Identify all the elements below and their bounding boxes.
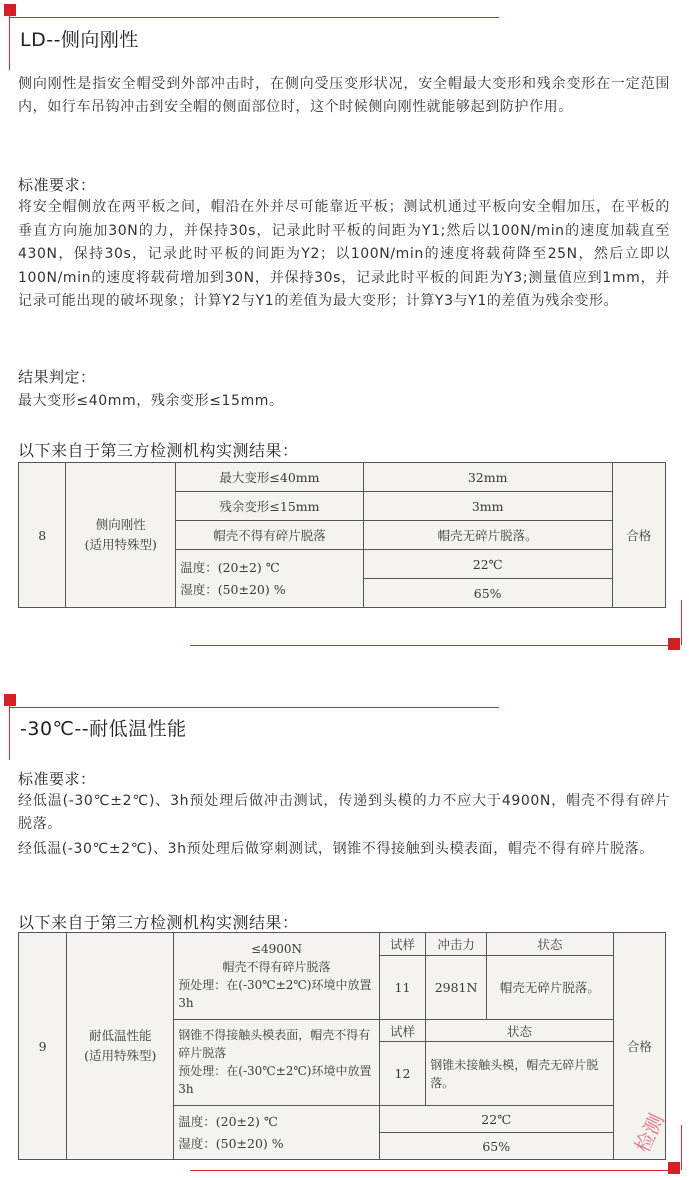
impact-requirement — [174, 933, 379, 1020]
right-rule-2 — [681, 1125, 682, 1170]
hum-val: 65% — [363, 579, 612, 608]
val-residual-deformation: 3mm — [363, 492, 612, 521]
val-max-deformation: 32mm — [363, 463, 612, 492]
impact-req-force: ≤4900N — [250, 941, 303, 956]
pierce-sample: 12 — [379, 1042, 425, 1106]
test-item-sub-2: (适用特殊型) — [84, 1048, 157, 1063]
section1-result-label: 结果判定： — [18, 368, 96, 386]
col-state-header: 状态 — [486, 933, 613, 956]
pierce-req-cone: 钢锥不得接触头模表面，帽壳不得有碎片脱落 — [178, 1028, 371, 1061]
verdict: 合格 — [612, 463, 665, 608]
section1-standard-label: 标准要求： — [18, 176, 96, 194]
section2-standard-text-2: 经低温(-30℃±2℃)、3h预处理后做穿刺测试，钢锥不得接触到头模表面，帽壳不得有碎片脱落。 — [18, 841, 654, 857]
val-no-fragments: 帽壳无碎片脱落。 — [363, 521, 612, 550]
col-sample-header-2: 试样 — [379, 1019, 425, 1042]
test-item-sub: (适用特殊型) — [84, 537, 157, 552]
req-max-deformation: 最大变形≤40mm — [176, 463, 364, 492]
corner-square-bottom-right-2 — [668, 1162, 680, 1174]
test-item-cell-2 — [67, 933, 174, 1160]
col-force-header: 冲击力 — [426, 933, 487, 956]
test-item-cell — [66, 463, 176, 608]
row-number-2: 9 — [19, 933, 67, 1160]
section2-standard-text-1: 经低温(-30℃±2℃)、3h预处理后做冲击测试，传递到头模的力不应大于4900N，帽壳不得有碎片脱落。 — [18, 793, 670, 832]
corner-square-top-left-2 — [4, 694, 16, 706]
pierce-requirement — [174, 1019, 379, 1106]
section2-standard-label: 标准要求： — [18, 770, 96, 788]
test-item-name-2: 耐低温性能 — [88, 1028, 152, 1043]
section1-result-text: 最大变形≤40mm，残余变形≤15mm。 — [18, 393, 284, 409]
bottom-rule — [190, 645, 680, 646]
hum-val-2: 65% — [379, 1133, 613, 1160]
section1-intro: 侧向刚性是指安全帽受到外部冲击时，在侧向受压变形状况，安全帽最大变形和残余变形在一定范围内，如行车吊钩冲击到安全帽的侧面部位时，这个时候侧向刚性就能够起到防护作用。 — [18, 76, 670, 115]
col-state-header-2: 状态 — [426, 1019, 614, 1042]
section1-title: LD--侧向刚性 — [20, 29, 139, 51]
top-rule-2 — [9, 707, 499, 708]
impact-req-fragments: 帽壳不得有碎片脱落 — [222, 959, 331, 974]
pierce-req-pretreat: 预处理：在(-30℃±2℃)环境中放置 3h — [178, 1064, 372, 1097]
test-item-name: 侧向刚性 — [95, 517, 146, 532]
low-temperature-result-table — [18, 932, 666, 1160]
hum-req-2: 湿度：(50±20) % — [178, 1135, 284, 1151]
env-conditions — [176, 550, 364, 608]
corner-square-top-left — [4, 4, 16, 16]
col-sample-header: 试样 — [379, 933, 425, 956]
temp-val-2: 22℃ — [379, 1106, 613, 1133]
req-residual-deformation: 残余变形≤15mm — [176, 492, 364, 521]
section1-third-party-label: 以下来自于第三方检测机构实测结果： — [18, 441, 299, 460]
inspection-stamp: 检测 — [630, 1109, 669, 1157]
section1-standard-text: 将安全帽侧放在两平板之间，帽沿在外并尽可能靠近平板；测试机通过平板向安全帽加压，在平板的垂直方向施加30N的力，并保持30s，记录此时平板的间距为Y1;然后以100N/min的速度加载直至430N，保持30s，记录此时平板的间距为Y2；以100N/min的速度将载荷降至25N，然后立即以100N/min的速度将载荷增加到30N，并保持30s，记录此时平板的间距为Y3;测量值应到1mm，并记录可能出现的破坏现象；计算Y2与Y1的差值为最大变形；计算Y3与Y1的差值为残余变形。 — [18, 199, 670, 309]
temp-req-2: 温度：(20±2) ℃ — [178, 1113, 278, 1129]
bottom-rule-2 — [190, 1170, 680, 1171]
right-rule — [681, 600, 682, 645]
row-number: 8 — [19, 463, 66, 608]
top-rule — [9, 17, 499, 18]
hum-req: 湿度：(50±20) % — [180, 581, 286, 597]
impact-req-pretreat: 预处理：在(-30℃±2℃)环境中放置 3h — [178, 977, 372, 1010]
section2-title: -30℃--耐低温性能 — [20, 718, 187, 740]
left-rule-2 — [9, 700, 10, 760]
impact-sample: 11 — [379, 955, 425, 1019]
impact-force: 2981N — [426, 955, 487, 1019]
temp-req: 温度：(20±2) ℃ — [180, 559, 280, 575]
lateral-rigidity-result-table — [18, 462, 666, 608]
temp-val: 22℃ — [363, 550, 612, 579]
pierce-state: 钢锥未接触头模，帽壳无碎片脱落。 — [426, 1042, 614, 1106]
verdict-2: 合格 — [613, 933, 665, 1160]
corner-square-bottom-right — [668, 638, 680, 650]
req-no-fragments: 帽壳不得有碎片脱落 — [176, 521, 364, 550]
env-conditions-2 — [174, 1106, 379, 1160]
impact-state: 帽壳无碎片脱落。 — [486, 955, 613, 1019]
left-rule — [9, 10, 10, 70]
section2-third-party-label: 以下来自于第三方检测机构实测结果： — [18, 913, 299, 932]
